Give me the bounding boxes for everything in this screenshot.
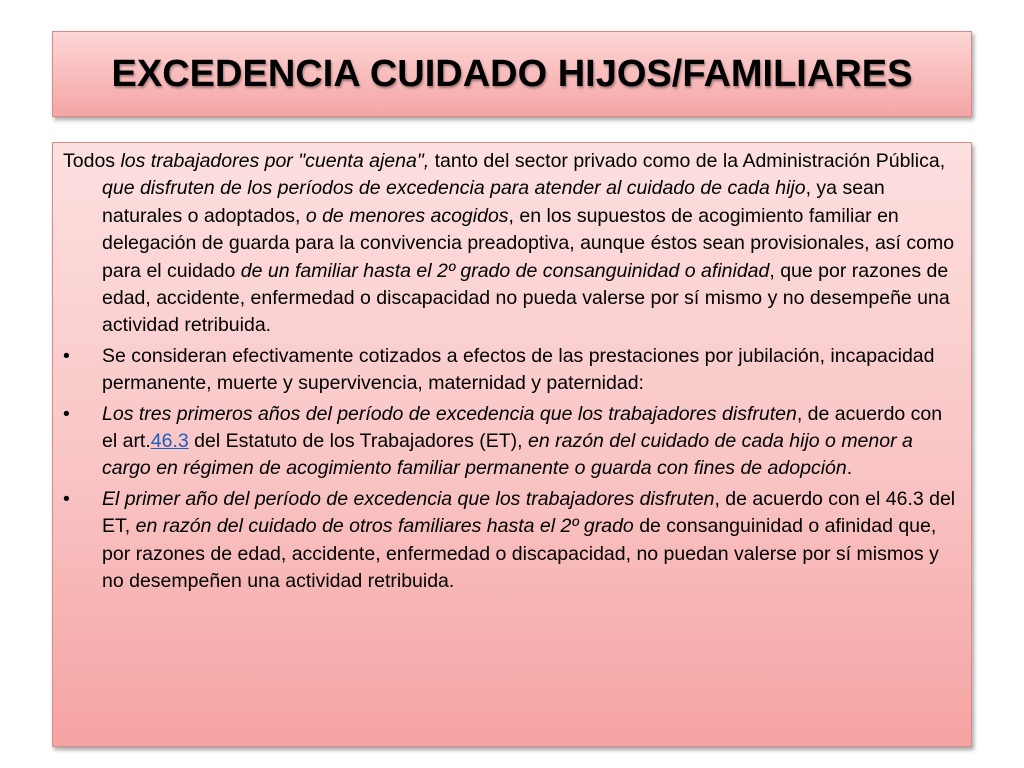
- slide-title-box: [52, 31, 972, 117]
- slide-content-box: [52, 142, 972, 747]
- bullet-marker: •: [63, 402, 70, 425]
- lead-text-italic: de un familiar hasta el 2º grado de consanguinidad o afinidad: [240, 259, 770, 282]
- lead-text-italic: o de menores acogidos: [305, 204, 509, 227]
- slide-title: EXCEDENCIA CUIDADO HIJOS/FAMILIARES: [111, 52, 913, 95]
- bullet-item-1: [63, 343, 957, 398]
- bullet-text-italic: Los tres primeros años del período de excedencia que los trabajadores disfruten: [102, 402, 797, 425]
- bullet-item-2: [63, 401, 957, 483]
- bullet-text: , de acuerdo con el 46.3 del ET,: [102, 487, 956, 538]
- lead-text: Todos: [63, 150, 121, 172]
- lead-text: tanto del sector privado como de la Administración Pública,: [429, 150, 946, 172]
- lead-text-italic: que disfruten de los períodos de excedencia para atender al cuidado de cada hijo: [102, 177, 806, 200]
- bullet-marker: •: [63, 487, 70, 510]
- lead-text: , que por razones de edad, accidente, enfermedad o discapacidad no pueda valerse por sí mismo y no desempeñe una actividad retribuida.: [102, 259, 950, 337]
- bullet-text-italic: El primer año del período de excedencia que los trabajadores disfruten: [102, 487, 715, 510]
- lead-text: , en los supuestos de acogimiento familiar en delegación de guarda para la convivencia preadoptiva, aunque éstos sean provisionales, así como para el cuidado: [102, 204, 955, 282]
- bullet-text-italic: en razón del cuidado de otros familiares hasta el 2º grado: [135, 515, 634, 538]
- bullet-text: , de acuerdo con el art.: [102, 402, 943, 453]
- lead-text-italic: los trabajadores por "cuenta ajena",: [120, 150, 430, 172]
- bullet-text: Se consideran efectivamente cotizados a efectos de las prestaciones por jubilación, incapacidad permanente, muerte y supervivencia, maternidad y paternidad:: [102, 344, 935, 395]
- lead-text: , ya sean naturales o adoptados,: [102, 177, 885, 227]
- article-46-3-link[interactable]: 46.3: [150, 430, 189, 453]
- bullet-text: de consanguinidad o afinidad que, por razones de edad, accidente, enfermedad o discapacidad, no puedan valerse por sí mismos y no desempeñen una actividad retribuida.: [102, 515, 939, 593]
- bullet-item-3: [63, 486, 957, 596]
- bullet-text: del Estatuto de los Trabajadores (ET),: [188, 430, 528, 453]
- bullet-marker: •: [63, 344, 70, 367]
- bullet-text-italic: en razón del cuidado de cada hijo o menor a cargo en régimen de acogimiento familiar permanente o guarda con fines de adopción: [102, 430, 913, 480]
- lead-paragraph: [63, 148, 957, 340]
- bullet-text: .: [846, 457, 853, 480]
